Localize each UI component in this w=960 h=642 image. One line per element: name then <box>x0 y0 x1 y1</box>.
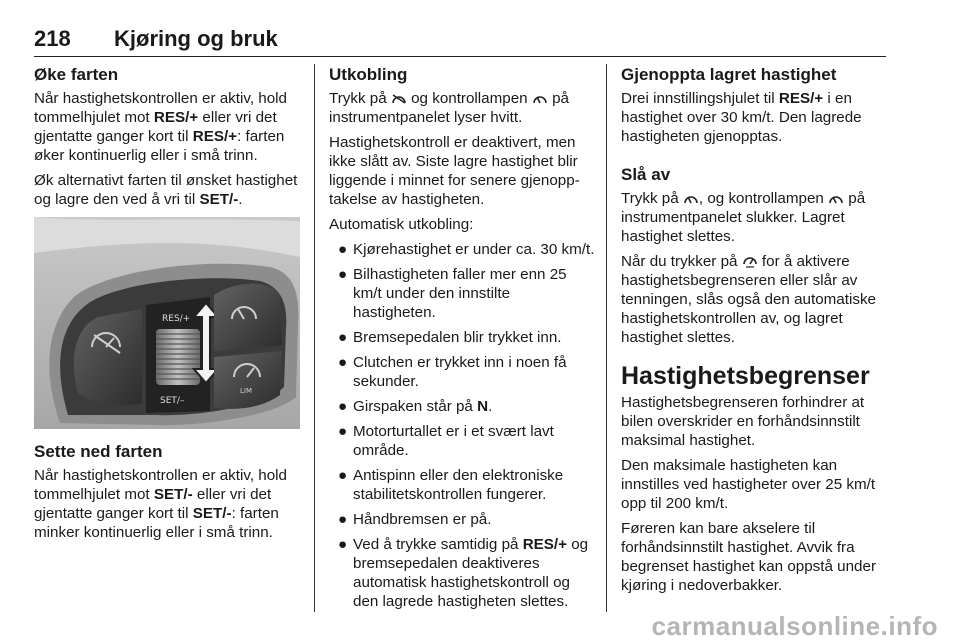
paragraph: Drei innstillingshjulet til RES/+ i en hastighet over 30 km/t. Den lagrede hastigheten gjenopptas. <box>621 90 862 145</box>
speed-limiter-icon <box>742 255 758 268</box>
column-3 <box>621 64 889 601</box>
list-item: ● Håndbremsen er på. <box>338 511 492 528</box>
column-divider <box>314 64 315 612</box>
heading-disengage: Utkobling <box>329 65 408 84</box>
column-1 <box>34 64 300 548</box>
lim-label: LIM <box>240 387 253 395</box>
paragraph: Trykk på , og kontrollampen på instrumentpanelet slukker. Lagret hastighet slettes. <box>621 190 866 245</box>
column-divider <box>606 64 607 612</box>
paragraph: Når du trykker på for å aktivere hastighetsbegrenseren eller slår av tenningen, slås også den automatiske hastighetskontrollen av, og lagret hastighet slettes. <box>621 253 876 346</box>
list-item: ● Kjørehastighet er under ca. 30 km/t. <box>338 241 595 258</box>
paragraph: Føreren kan bare akselere til forhåndsinnstilt hastighet. Avvik fra begrenset hastighet kan oppstå under kjøring i nedoverbakker. <box>621 520 876 594</box>
cruise-control-icon <box>683 193 699 205</box>
heading-decrease-speed: Sette ned farten <box>34 442 163 461</box>
paragraph: Trykk på og kontrollampen på instrumentpanelet lyser hvitt. <box>329 90 569 126</box>
paragraph: Hastighetsbegrenseren forhindrer at bilen overskrider en forhåndsinnstilt maksimal hastighet. <box>621 394 865 449</box>
page-header <box>34 26 886 57</box>
heading-switch-off: Slå av <box>621 165 671 184</box>
paragraph: Når hastighetskontrollen er aktiv, hold tommelhjulet mot RES/+ eller vri det gjentatte ganger kort til RES/+: farten øker kontinuerlig eller i små trinn. <box>34 90 287 164</box>
res-label: RES/+ <box>162 314 191 324</box>
list-item: ● Bilhastigheten faller mer enn 25 km/t under den innstilte hastigheten. <box>338 266 567 321</box>
column-2 <box>329 64 595 617</box>
paragraph: Den maksimale hastigheten kan innstilles ved hastigheter over 25 km/t opp til 200 km/t. <box>621 457 876 512</box>
auto-disengage-list <box>329 240 595 611</box>
paragraph: Hastighetskontroll er deaktivert, men ikke slått av. Siste lagre hastighet blir liggende i minnet for senere gjenopptakelse av hastigheten. <box>329 134 580 208</box>
list-item: ● Bremsepedalen blir trykket inn. <box>338 329 562 346</box>
cruise-control-icon <box>828 193 844 205</box>
steering-wheel-controls-photo <box>34 217 300 429</box>
list-item: ● Clutchen er trykket inn i noen få sekunder. <box>338 354 567 390</box>
paragraph: Automatisk utkobling: <box>329 216 474 233</box>
list-item: ● Motorturtallet er i et svært lavt område. <box>338 423 554 459</box>
list-item: ● Antispinn eller den elektroniske stabilitetskontrollen fungerer. <box>338 467 564 503</box>
heading-resume-speed: Gjenoppta lagret hastighet <box>621 65 837 84</box>
paragraph: Øk alternativt farten til ønsket hastighet og lagre den ved å vri til SET/-. <box>34 172 298 208</box>
list-item: ● Ved å trykke samtidig på RES/+ og bremsepedalen deaktiveres automatisk hastighetskontroll og den lagrede hastigheten slettes. <box>338 536 589 610</box>
watermark: carmanualsonline.info <box>651 611 938 641</box>
list-item: ● Girspaken står på N. <box>338 398 493 415</box>
page-title: Kjøring og bruk <box>114 26 278 51</box>
heading-speed-limiter: Hastighetsbegrenser <box>621 362 870 390</box>
cruise-control-icon <box>532 93 548 105</box>
paragraph: Når hastighetskontrollen er aktiv, hold tommelhjulet mot SET/- eller vri det gjentatte ganger kort til SET/-: farten minker kontinuerlig eller i små trinn. <box>34 467 287 541</box>
set-label: SET/– <box>160 396 185 406</box>
page-number: 218 <box>34 26 71 51</box>
thumbwheel <box>156 329 200 385</box>
cancel-icon <box>391 93 407 105</box>
heading-increase-speed: Øke farten <box>34 65 119 84</box>
